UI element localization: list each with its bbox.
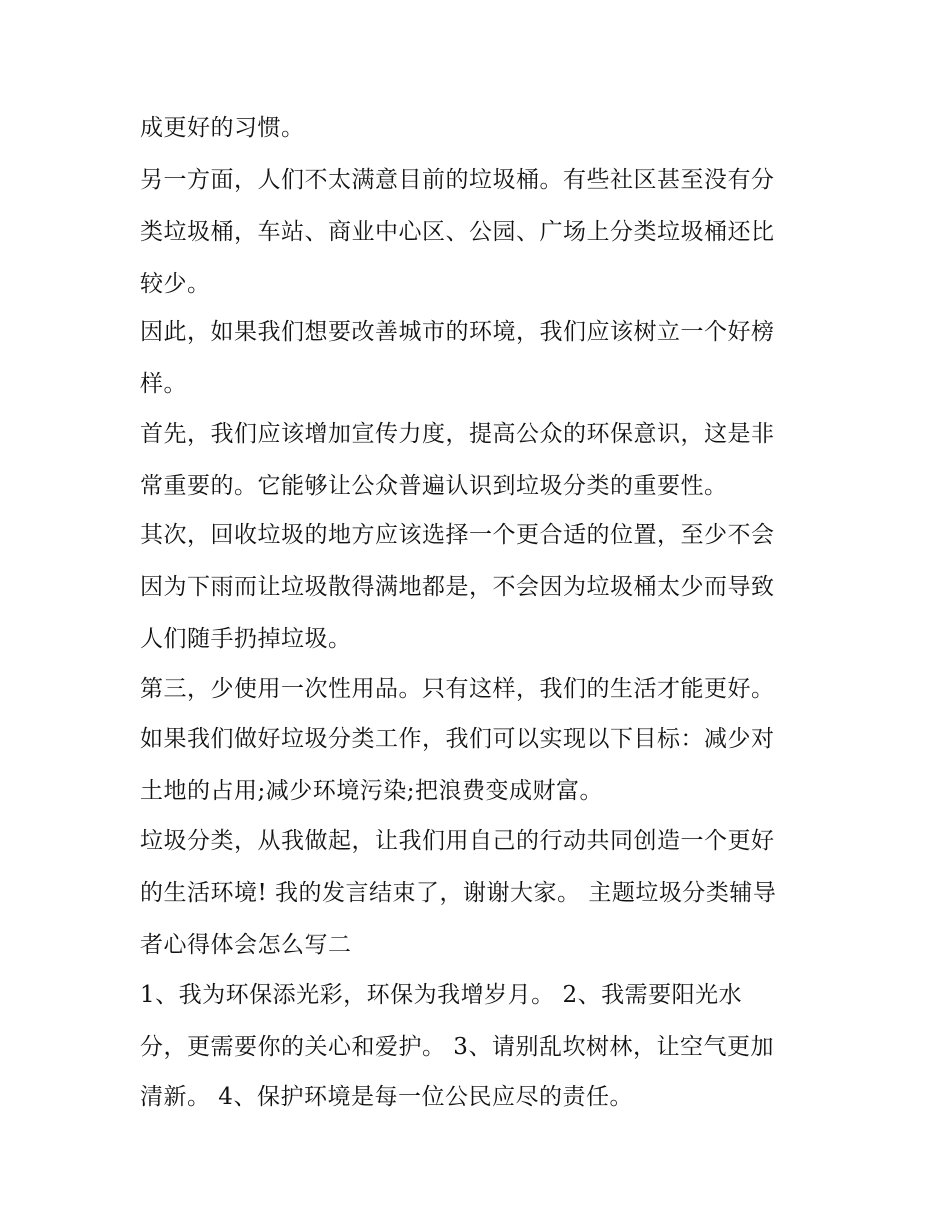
text-line: 类垃圾桶，车站、商业中心区、公园、广场上分类垃圾桶还比 (140, 219, 775, 245)
text-line: 分，更需要你的关心和爱护。 3、请别乱坎树林，让空气更加 (140, 1034, 774, 1060)
text-line: 人们随手扔掉垃圾。 (140, 626, 352, 652)
text-line: 其次，回收垃圾的地方应该选择一个更合适的位置，至少不会 (140, 522, 775, 548)
text-line: 如果我们做好垃圾分类工作，我们可以实现以下目标：减少对 (140, 726, 775, 752)
text-line: 常重要的。它能够让公众普遍认识到垃圾分类的重要性。 (140, 473, 728, 499)
text-line: 成更好的习惯。 (140, 115, 305, 141)
text-line: 1、我为环保添光彩，环保为我增岁月。 2、我需要阳光水 (140, 982, 743, 1008)
text-line: 第三，少使用一次性用品。只有这样，我们的生活才能更好。 (140, 676, 775, 702)
text-line: 清新。 4、保护环境是每一位公民应尽的责任。 (140, 1084, 633, 1110)
text-line: 的生活环境! 我的发言结束了，谢谢大家。 主题垃圾分类辅导 (140, 880, 777, 906)
text-line: 另一方面，人们不太满意目前的垃圾桶。有些社区甚至没有分 (140, 167, 775, 193)
text-line: 土地的占用;减少环境污染;把浪费变成财富。 (140, 778, 603, 804)
text-line: 较少。 (140, 271, 211, 297)
text-line: 垃圾分类，从我做起，让我们用自己的行动共同创造一个更好 (140, 828, 775, 854)
text-line: 因为下雨而让垃圾散得满地都是，不会因为垃圾桶太少而导致 (140, 574, 775, 600)
text-line: 样。 (140, 371, 187, 397)
text-line: 因此，如果我们想要改善城市的环境，我们应该树立一个好榜 (140, 319, 775, 345)
text-line: 者心得体会怎么写二 (140, 932, 352, 958)
text-line: 首先，我们应该增加宣传力度，提高公众的环保意识，这是非 (140, 421, 775, 447)
